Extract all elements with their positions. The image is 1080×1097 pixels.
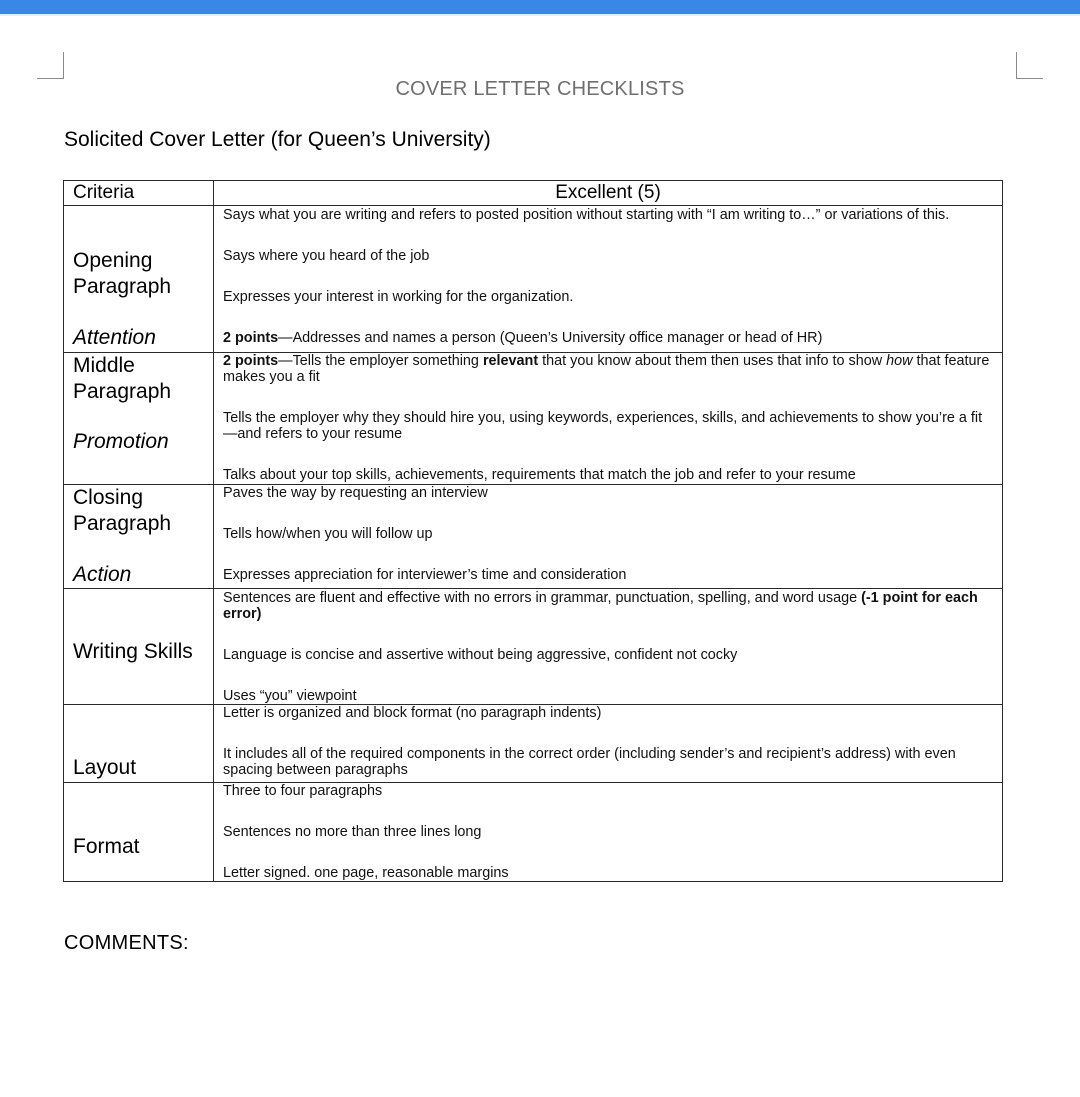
app-top-bar: [0, 0, 1080, 14]
criterion-item: Says what you are writing and refers to posted position without starting with “I am writing to…” or variations of this.: [223, 207, 950, 223]
table-header-row: [64, 181, 1003, 206]
criteria-emphasis: Promotion: [73, 430, 169, 453]
criteria-cell-opening: [64, 206, 214, 353]
criterion-item: Uses “you” viewpoint: [223, 688, 357, 704]
criterion-item-text: —Addresses and names a person (Queen’s University office manager or head of HR): [278, 330, 823, 346]
margin-corner-top-right: [1016, 52, 1043, 79]
criteria-label: Layout: [73, 756, 137, 779]
criterion-item: Expresses your interest in working for the organization.: [223, 289, 574, 305]
description-cell-writing: [214, 589, 1003, 705]
criterion-item-text: Sentences are fluent and effective with no errors in grammar, punctuation, spelling, and word usage: [223, 590, 862, 606]
criteria-label-line1: Opening: [73, 249, 153, 272]
criterion-item-text: that feature makes you a fit: [223, 353, 990, 385]
emphasis-italic: how: [886, 353, 913, 369]
criterion-item: [223, 353, 993, 385]
criteria-label-line2: Paragraph: [73, 380, 172, 403]
criterion-item: Paves the way by requesting an interview: [223, 485, 488, 501]
criterion-item: [223, 590, 993, 622]
table-row: [64, 485, 1003, 589]
criterion-item: [223, 330, 993, 346]
criterion-item: Three to four paragraphs: [223, 783, 383, 799]
document-subtitle: Solicited Cover Letter (for Queen’s University): [64, 128, 491, 151]
criteria-cell-closing: [64, 485, 214, 589]
criteria-cell-middle: [64, 353, 214, 485]
margin-corner-top-left: [37, 52, 64, 79]
criterion-item: Says where you heard of the job: [223, 248, 430, 264]
criteria-label-line1: Closing: [73, 486, 144, 509]
table-row: [64, 783, 1003, 882]
points-label: 2 points: [223, 330, 279, 346]
criterion-item: Letter is organized and block format (no paragraph indents): [223, 705, 602, 721]
page-title: COVER LETTER CHECKLISTS: [395, 78, 685, 100]
criteria-cell-writing: [64, 589, 214, 705]
description-cell-format: [214, 783, 1003, 882]
criterion-item: Language is concise and assertive without being aggressive, confident not cocky: [223, 647, 738, 663]
criterion-item: Talks about your top skills, achievements, requirements that match the job and refer to your resume: [223, 467, 856, 483]
description-cell-middle: [214, 353, 1003, 485]
criterion-item: Letter signed. one page, reasonable margins: [223, 865, 509, 881]
criterion-item: Tells how/when you will follow up: [223, 526, 433, 542]
criterion-item-text: that you know about them then uses that info to show: [538, 353, 887, 369]
table-row: [64, 705, 1003, 783]
emphasis-bold: relevant: [482, 353, 539, 369]
criteria-cell-layout: [64, 705, 214, 783]
criterion-item-text: —Tells the employer something: [278, 353, 483, 369]
criteria-emphasis: Attention: [73, 326, 156, 349]
criteria-label-line2: Paragraph: [73, 275, 172, 298]
criteria-label: Format: [73, 835, 140, 858]
criterion-item: Sentences no more than three lines long: [223, 824, 482, 840]
penalty-note: (-1 point for each error): [223, 590, 978, 622]
description-cell-opening: [214, 206, 1003, 353]
criterion-item: It includes all of the required components in the correct order (including sender’s and recipient’s address) with even spacing between paragraphs: [223, 746, 956, 778]
comments-label: COMMENTS:: [64, 932, 189, 954]
criterion-item: Expresses appreciation for interviewer’s time and consideration: [223, 567, 627, 583]
description-cell-layout: [214, 705, 1003, 783]
header-criteria: Criteria: [64, 181, 214, 206]
header-excellent: Excellent (5): [214, 181, 1003, 206]
table-row: [64, 589, 1003, 705]
criteria-label-line2: Paragraph: [73, 512, 172, 535]
criteria-emphasis: Action: [73, 563, 132, 586]
table-row: [64, 206, 1003, 353]
criteria-label-line1: Middle: [73, 354, 135, 377]
points-label: 2 points: [223, 353, 279, 369]
description-cell-closing: [214, 485, 1003, 589]
criterion-item: Tells the employer why they should hire you, using keywords, experiences, skills, and achievements to show you’re a fit—and refers to your resume: [223, 410, 983, 442]
criteria-cell-format: [64, 783, 214, 882]
table-row: [64, 353, 1003, 485]
top-bar-shadow: [0, 14, 1080, 16]
criteria-label: Writing Skills: [73, 640, 193, 663]
rubric-table: [63, 180, 1002, 882]
